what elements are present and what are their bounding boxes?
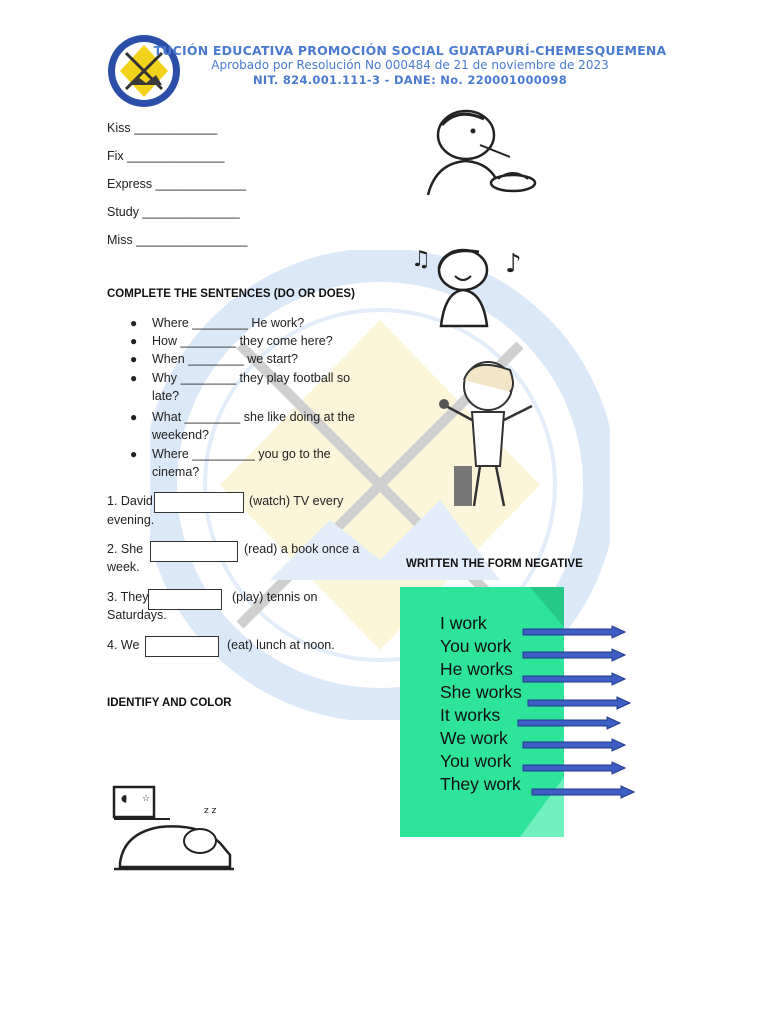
form-item: She works xyxy=(440,682,522,702)
school-name: TUCIÓN EDUCATIVA PROMOCIÓN SOCIAL GUATAPURÍ-CHEMESQUEMENA xyxy=(153,43,667,58)
exercise-4-start: 4. We xyxy=(107,638,140,652)
girl-singing-icon xyxy=(405,240,530,328)
exercise-4-end: (eat) lunch at noon. xyxy=(227,638,335,652)
form-item: It works xyxy=(440,705,501,725)
arrow-icon xyxy=(517,716,621,730)
exercise-1-start: 1. David xyxy=(107,494,153,508)
bullet-icon: ● xyxy=(130,334,138,348)
boy-eating-icon xyxy=(418,105,538,200)
vocab-express: Express _____________ xyxy=(107,177,247,191)
exercise-3-wrap: Saturdays. xyxy=(107,608,167,622)
form-item: You work xyxy=(440,751,512,771)
svg-text:♪: ♪ xyxy=(505,249,522,279)
exercise-3-end: (play) tennis on xyxy=(232,590,318,604)
sentence-item: What ________ she like doing at the weekend? xyxy=(152,410,355,442)
vocab-study: Study ______________ xyxy=(107,205,240,219)
section-title-identify: IDENTIFY AND COLOR xyxy=(107,697,232,709)
exercise-2-start: 2. She xyxy=(107,542,144,556)
exercise-2-end: (read) a book once a xyxy=(244,542,360,556)
arrow-icon xyxy=(522,672,626,686)
exercise-1-wrap: evening. xyxy=(107,513,155,527)
exercise-2-wrap: week. xyxy=(107,560,140,574)
sentence-item: Why ________ they play football so late? xyxy=(152,371,351,403)
bullet-icon: ● xyxy=(130,371,138,385)
section-title-negative: WRITTEN THE FORM NEGATIVE xyxy=(406,558,583,570)
bullet-icon: ● xyxy=(130,410,138,424)
arrow-icon xyxy=(522,625,626,639)
svg-text:♫: ♫ xyxy=(411,247,431,272)
forms-list xyxy=(440,612,522,796)
section-title-complete: COMPLETE THE SENTENCES (DO OR DOES) xyxy=(107,288,355,300)
sentence-item: When ________ we start? xyxy=(152,352,298,366)
sentence-item: How ________ they come here? xyxy=(152,334,333,348)
svg-text:☆: ☆ xyxy=(142,794,151,804)
form-item: He works xyxy=(440,659,513,679)
arrow-icon xyxy=(522,738,626,752)
bullet-icon: ● xyxy=(130,447,138,461)
bullet-icon: ● xyxy=(130,352,138,366)
answer-box-3[interactable] xyxy=(148,589,222,610)
exercise-1-end: (watch) TV every xyxy=(249,494,344,508)
nit-dane-line: NIT. 824.001.111-3 - DANE: No. 220001000098 xyxy=(252,73,568,87)
exercise-3-start: 3. They xyxy=(107,590,149,604)
resolution-line: Aprobado por Resolución No 000484 de 21 de noviembre de 2023 xyxy=(211,58,609,72)
vocab-miss: Miss ________________ xyxy=(107,233,248,247)
bullet-icon: ● xyxy=(130,316,138,330)
sentence-item: Where ________ He work? xyxy=(152,316,305,330)
arrow-icon xyxy=(531,785,635,799)
sentence-item: Where _________ you go to the cinema? xyxy=(152,447,331,479)
boy-singing-icon xyxy=(432,356,540,511)
arrow-icon xyxy=(522,761,626,775)
svg-text:z z: z z xyxy=(204,806,217,816)
form-item: They work xyxy=(440,774,521,794)
answer-box-4[interactable] xyxy=(145,636,219,657)
arrow-icon xyxy=(527,696,631,710)
form-item: We work xyxy=(440,728,508,748)
answer-box-1[interactable] xyxy=(154,492,244,513)
vocab-fix: Fix ______________ xyxy=(107,149,225,163)
sleeping-person-icon xyxy=(110,783,238,878)
arrow-icon xyxy=(522,648,626,662)
vocab-kiss: Kiss ____________ xyxy=(107,121,218,135)
form-item: I work xyxy=(440,613,487,633)
form-item: You work xyxy=(440,636,512,656)
answer-box-2[interactable] xyxy=(150,541,238,562)
